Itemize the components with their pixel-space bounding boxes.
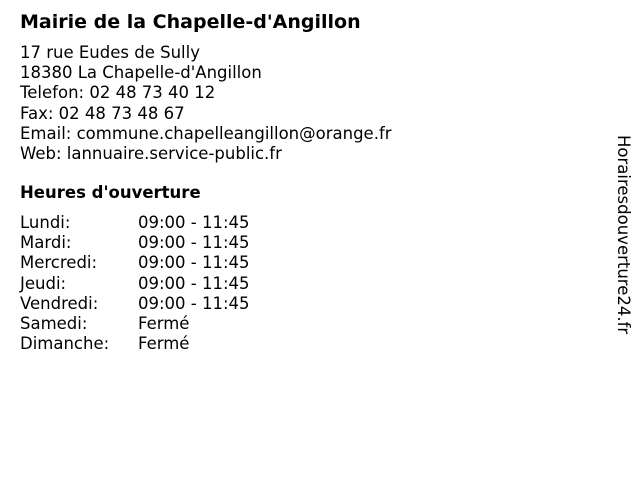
hours-row-saturday [20, 314, 250, 334]
city-address: 18380 La Chapelle-d'Angillon [20, 63, 262, 83]
day-label: Vendredi: [20, 293, 99, 313]
hours-value: 09:00 - 11:45 [138, 213, 250, 232]
page-title: Mairie de la Chapelle-d'Angillon [20, 11, 361, 33]
phone-number: Telefon: 02 48 73 40 12 [20, 83, 216, 103]
day-label: Mercredi: [20, 253, 98, 273]
hours-row-sunday [20, 334, 250, 354]
hours-value: Fermé [138, 334, 190, 354]
day-label: Jeudi: [20, 273, 67, 293]
hours-row-tuesday [20, 233, 250, 253]
hours-value: 09:00 - 11:45 [138, 273, 250, 293]
day-label: Lundi: [20, 213, 71, 232]
hours-value: 09:00 - 11:45 [138, 293, 250, 313]
day-label: Dimanche: [20, 334, 110, 354]
day-label: Samedi: [20, 313, 88, 333]
street-address: 17 rue Eudes de Sully [20, 43, 200, 62]
hours-value: 09:00 - 11:45 [138, 253, 250, 273]
hours-row-friday [20, 294, 250, 314]
hours-value: 09:00 - 11:45 [138, 233, 250, 253]
hours-table [20, 213, 250, 354]
address-block [20, 43, 392, 164]
hours-row-thursday [20, 274, 250, 294]
hours-row-monday [20, 213, 250, 233]
hours-heading: Heures d'ouverture [20, 183, 201, 202]
hours-value: Fermé [138, 313, 190, 333]
email-address: Email: commune.chapelleangillon@orange.fr [20, 123, 392, 143]
day-label: Mardi: [20, 233, 72, 253]
website: Web: lannuaire.service-public.fr [20, 143, 282, 163]
site-watermark: Horairesdouverture24.fr [614, 135, 633, 335]
fax-number: Fax: 02 48 73 48 67 [20, 103, 185, 123]
hours-row-wednesday [20, 253, 250, 273]
